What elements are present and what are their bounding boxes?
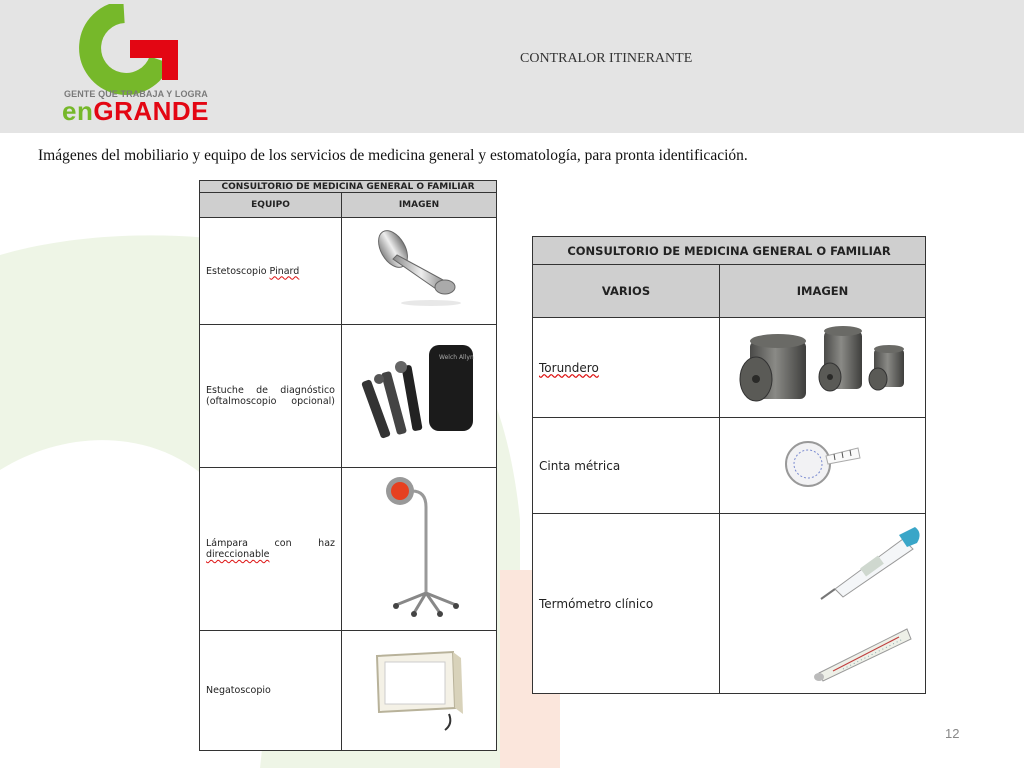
table1-row-label: Estetoscopio Pinard	[200, 218, 342, 325]
swab-jar-icon	[728, 321, 918, 411]
table2-header-imagen: IMAGEN	[720, 265, 926, 318]
measuring-tape-icon	[778, 434, 868, 494]
table2-title: CONSULTORIO DE MEDICINA GENERAL O FAMILIAR	[533, 237, 926, 265]
svg-text:Welch Allyn: Welch Allyn	[439, 353, 474, 361]
page-number: 12	[945, 726, 960, 741]
page-subtitle: Imágenes del mobiliario y equipo de los servicios de medicina general y estomatología, para pronta identificación.	[38, 147, 748, 164]
equipment-table-general-medicine	[199, 180, 497, 751]
table1-row-label: Lámpara con haz direccionable	[200, 468, 342, 631]
table1-row-label: Estuche de diagnóstico (oftalmoscopio opcional)	[200, 325, 342, 468]
negatoscope-icon	[369, 644, 469, 734]
table1-header-imagen: IMAGEN	[342, 193, 497, 218]
table2-row-label: Termómetro clínico	[533, 514, 720, 694]
directional-lamp-icon	[374, 473, 464, 623]
table2-row-label: Torundero	[533, 318, 720, 418]
table1-row-label: Negatoscopio	[200, 631, 342, 751]
logo-tagline: GENTE QUE TRABAJA Y LOGRA	[64, 89, 208, 99]
table1-title: CONSULTORIO DE MEDICINA GENERAL O FAMILIAR	[200, 181, 497, 193]
table2-row-label: Cinta métrica	[533, 418, 720, 514]
header-title: CONTRALOR ITINERANTE	[520, 51, 693, 66]
table1-header-equipo: EQUIPO	[200, 193, 342, 218]
equipment-table-varios	[532, 236, 926, 694]
thermometer-icon	[723, 517, 923, 687]
table2-header-varios: VARIOS	[533, 265, 720, 318]
pinard-stethoscope-icon	[369, 225, 469, 315]
header-bar	[0, 0, 1024, 133]
diagnostic-kit-icon	[349, 335, 489, 455]
logo-wordmark: enGRANDE	[62, 96, 210, 126]
